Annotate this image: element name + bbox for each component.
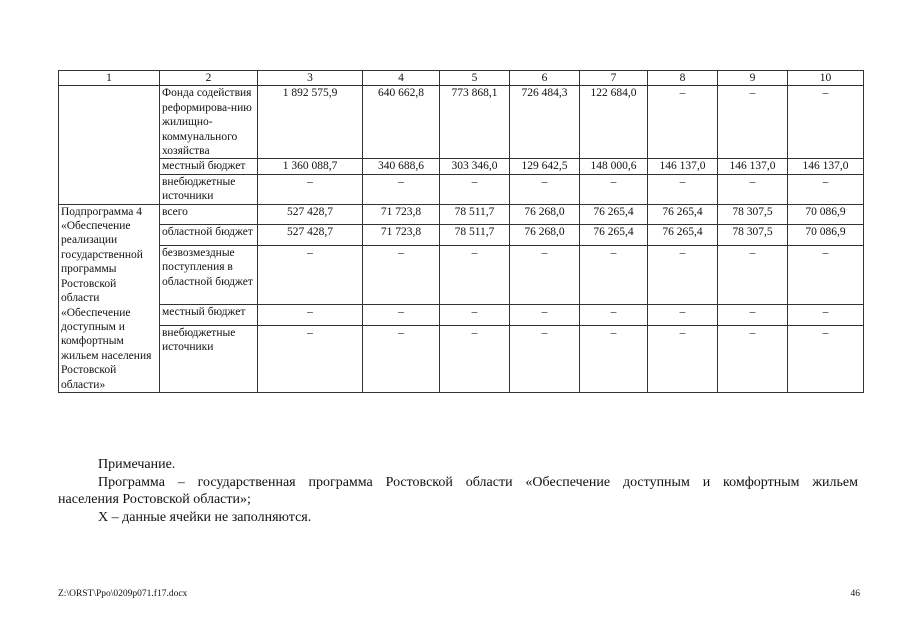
value-cell: –: [440, 174, 510, 204]
column-number: 7: [580, 71, 648, 86]
table-row: [59, 204, 864, 225]
value-cell: –: [648, 245, 718, 304]
value-cell: –: [648, 86, 718, 159]
value-cell: –: [363, 174, 440, 204]
value-cell: 340 688,6: [363, 159, 440, 174]
column-number: 1: [59, 71, 160, 86]
value-cell: –: [718, 86, 788, 159]
value-cell: 76 268,0: [510, 225, 580, 246]
value-cell: –: [788, 245, 864, 304]
value-cell: –: [258, 245, 363, 304]
value-cell: 527 428,7: [258, 225, 363, 246]
value-cell: –: [363, 305, 440, 326]
value-cell: 726 484,3: [510, 86, 580, 159]
value-cell: 527 428,7: [258, 204, 363, 225]
value-cell: –: [258, 174, 363, 204]
value-cell: 146 137,0: [648, 159, 718, 174]
note-line-3: Х – данные ячейки не заполняются.: [98, 509, 312, 525]
value-cell: –: [788, 86, 864, 159]
value-cell: –: [580, 174, 648, 204]
funding-source: внебюджетные источники: [160, 325, 258, 392]
value-cell: 71 723,8: [363, 204, 440, 225]
table-row: [59, 86, 864, 159]
footer-file-path: Z:\ORST\Ppo\0209p071.f17.docx: [58, 589, 188, 599]
value-cell: –: [510, 245, 580, 304]
value-cell: –: [718, 325, 788, 392]
funding-source: всего: [160, 204, 258, 225]
value-cell: –: [363, 325, 440, 392]
funding-source: Фонда содействия реформирова-нию жилищно-коммунального хозяйства: [160, 86, 258, 159]
program-cell-empty: [59, 86, 160, 204]
value-cell: –: [510, 305, 580, 326]
value-cell: –: [580, 245, 648, 304]
note-line-2: населения Ростовской области»;: [58, 492, 251, 507]
value-cell: 70 086,9: [788, 204, 864, 225]
value-cell: –: [510, 174, 580, 204]
column-number: 6: [510, 71, 580, 86]
value-cell: –: [580, 305, 648, 326]
value-cell: 76 265,4: [648, 204, 718, 225]
value-cell: 146 137,0: [718, 159, 788, 174]
subprogram-name: Подпрограмма 4 «Обеспечение реализации государственной программы Ростовской области «Обеспечение доступным и комфортным жильем населения Ростовской области»: [59, 204, 160, 392]
budget-table: [58, 70, 864, 393]
value-cell: –: [648, 325, 718, 392]
table-row: [59, 225, 864, 246]
column-number: 8: [648, 71, 718, 86]
value-cell: –: [648, 174, 718, 204]
value-cell: 303 346,0: [440, 159, 510, 174]
column-number: 9: [718, 71, 788, 86]
page-number: 46: [850, 589, 860, 599]
value-cell: –: [718, 174, 788, 204]
value-cell: –: [718, 305, 788, 326]
value-cell: –: [440, 245, 510, 304]
value-cell: –: [363, 245, 440, 304]
value-cell: 76 265,4: [580, 204, 648, 225]
table-row: [59, 325, 864, 392]
value-cell: –: [510, 325, 580, 392]
value-cell: 78 511,7: [440, 204, 510, 225]
value-cell: 148 000,6: [580, 159, 648, 174]
funding-source: внебюджетные источники: [160, 174, 258, 204]
value-cell: –: [258, 325, 363, 392]
table-row: [59, 305, 864, 326]
table-row: [59, 159, 864, 174]
value-cell: –: [648, 305, 718, 326]
value-cell: 129 642,5: [510, 159, 580, 174]
value-cell: 146 137,0: [788, 159, 864, 174]
column-number: 4: [363, 71, 440, 86]
value-cell: 76 265,4: [648, 225, 718, 246]
table-row: [59, 174, 864, 204]
column-number: 2: [160, 71, 258, 86]
value-cell: 76 265,4: [580, 225, 648, 246]
funding-source: областной бюджет: [160, 225, 258, 246]
value-cell: –: [788, 325, 864, 392]
value-cell: 78 307,5: [718, 225, 788, 246]
table-header-row: [59, 71, 864, 86]
value-cell: –: [718, 245, 788, 304]
funding-source: местный бюджет: [160, 305, 258, 326]
note-line-1: Программа – государственная программа Ростовской области «Обеспечение доступным и комфортным жильем: [98, 474, 858, 490]
value-cell: 1 892 575,9: [258, 86, 363, 159]
value-cell: 76 268,0: [510, 204, 580, 225]
value-cell: –: [258, 305, 363, 326]
value-cell: 640 662,8: [363, 86, 440, 159]
value-cell: –: [788, 305, 864, 326]
value-cell: –: [580, 325, 648, 392]
value-cell: –: [440, 325, 510, 392]
column-number: 3: [258, 71, 363, 86]
value-cell: 78 307,5: [718, 204, 788, 225]
value-cell: 71 723,8: [363, 225, 440, 246]
column-number: 5: [440, 71, 510, 86]
value-cell: 70 086,9: [788, 225, 864, 246]
funding-source: местный бюджет: [160, 159, 258, 174]
table-row: [59, 245, 864, 304]
note-block: [58, 456, 858, 526]
funding-source: безвозмездные поступления в областной бюджет: [160, 245, 258, 304]
value-cell: –: [440, 305, 510, 326]
column-number: 10: [788, 71, 864, 86]
value-cell: 773 868,1: [440, 86, 510, 159]
value-cell: 122 684,0: [580, 86, 648, 159]
value-cell: 1 360 088,7: [258, 159, 363, 174]
note-title: Примечание.: [98, 457, 176, 472]
value-cell: –: [788, 174, 864, 204]
value-cell: 78 511,7: [440, 225, 510, 246]
